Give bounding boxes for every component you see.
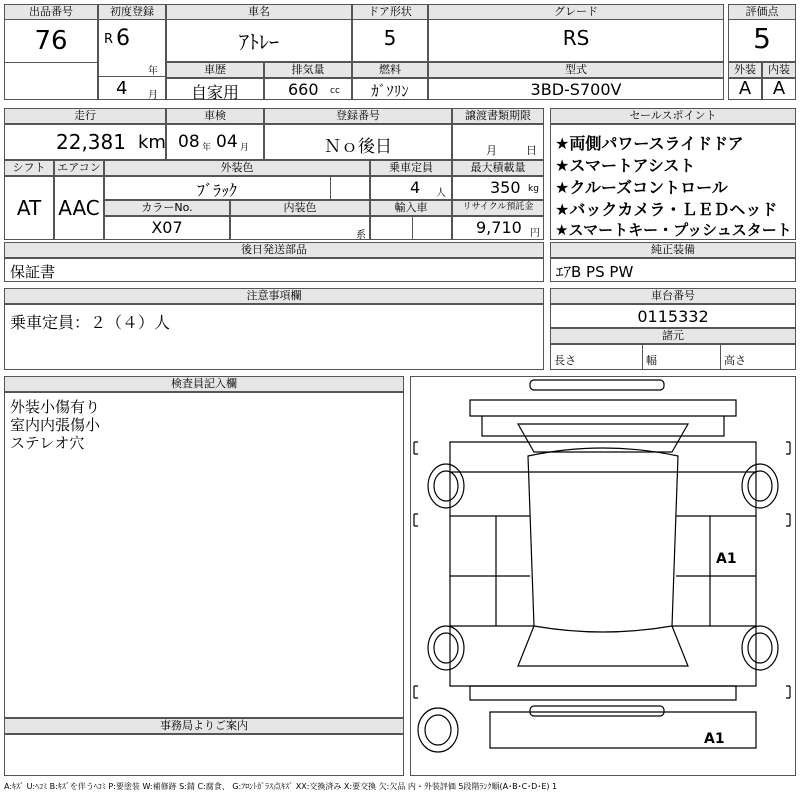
first-reg-era: R xyxy=(104,32,114,47)
mileage-value: 22,381 xyxy=(56,130,126,154)
sales-points-box xyxy=(550,124,796,240)
import-label: 輸入車 xyxy=(370,200,452,216)
first-reg-year-unit: 年 xyxy=(148,66,158,77)
damage-mark: A1 xyxy=(704,731,725,747)
inspector-line: 室内内張傷小 xyxy=(10,416,101,434)
first-reg-month-unit: 月 xyxy=(148,90,158,101)
ext-color-label: 外装色 xyxy=(104,160,370,176)
displacement-label: 排気量 xyxy=(264,62,352,78)
model-value: 3BD-S700V xyxy=(530,80,622,99)
lot-label: 出品番号 xyxy=(4,4,98,20)
chassis-label: 車台番号 xyxy=(550,288,796,304)
color-no-label: カラーNo. xyxy=(104,200,230,216)
interior-grade-value: A xyxy=(772,78,786,99)
capacity-unit: 人 xyxy=(436,188,446,199)
notes-label: 注意事項欄 xyxy=(4,288,544,304)
inspection-month: 04 xyxy=(216,132,238,152)
int-color-unit: 系 xyxy=(356,230,366,241)
first-reg-label: 初度登録 xyxy=(98,4,166,20)
inspector-line: ステレオ穴 xyxy=(10,434,85,452)
exterior-grade-value: A xyxy=(738,78,752,99)
sales-point-item: ★クルーズコントロール xyxy=(555,178,728,197)
dims-label: 諸元 xyxy=(550,328,796,344)
displacement-value: 660 xyxy=(288,80,319,99)
grade-value: RS xyxy=(562,26,590,50)
score-value: 5 xyxy=(753,22,771,55)
recycle-value: 9,710 xyxy=(476,218,522,237)
recycle-unit: 円 xyxy=(530,228,540,239)
first-reg-month: 4 xyxy=(116,78,128,99)
sales-point-item: ★スマートキー・プッシュスタート xyxy=(555,221,792,239)
shift-value: AT xyxy=(16,196,42,220)
office-label: 事務局よりご案内 xyxy=(4,718,404,734)
damage-mark: A1 xyxy=(716,551,737,567)
doors-label: ドア形状 xyxy=(352,4,428,20)
notes-value: 乗車定員：２（４）人 xyxy=(10,313,171,332)
shift-label: シフト xyxy=(4,160,54,176)
registration-label: 登録番号 xyxy=(264,108,452,124)
inspection-month-unit: 月 xyxy=(240,143,250,153)
displacement-unit: cc xyxy=(330,86,340,96)
ext-color-value: ﾌﾞﾗｯｸ xyxy=(196,181,237,200)
max-load-value: 350 xyxy=(490,178,521,197)
transfer-deadline-month: 月 xyxy=(486,144,497,157)
doors-value: 5 xyxy=(383,26,397,50)
history-value: 自家用 xyxy=(190,83,239,102)
aircon-label: エアコン xyxy=(54,160,104,176)
capacity-label: 乗車定員 xyxy=(370,160,452,176)
equipment-value: ｴｱB PS PW xyxy=(556,263,634,281)
grade-label: グレード xyxy=(428,4,724,20)
history-label: 車歴 xyxy=(166,62,264,78)
first-reg-year: 6 xyxy=(116,26,130,51)
dims-height: 高さ xyxy=(724,354,746,367)
car-outline-diagram xyxy=(410,376,796,776)
mileage-unit: km xyxy=(138,132,166,153)
mileage-label: 走行 xyxy=(4,108,166,124)
equipment-label: 純正装備 xyxy=(550,242,796,258)
chassis-value: 0115332 xyxy=(637,307,709,326)
capacity-value: 4 xyxy=(410,178,421,197)
model-label: 型式 xyxy=(428,62,724,78)
legend-text: A:ｷｽﾞ U:ﾍｺﾐ B:ｷｽﾞを伴うﾍｺﾐ P:要塗装 W:補修跡 S:錆 C:腐食、 G:ﾌﾛﾝﾄｶﾞﾗｽ点ｷｽﾞ XX:交換済み X:要交換 欠:欠品 内・外装評価 5段階ﾗﾝｸ順(A･B･C･D･E) 1 xyxy=(4,782,558,791)
max-load-unit: kg xyxy=(528,184,539,194)
car-name-value: ｱﾄﾚｰ xyxy=(239,30,279,54)
lot-number: 76 xyxy=(34,26,68,56)
sales-point-item: ★スマートアシスト xyxy=(555,156,696,175)
interior-grade-label: 内装 xyxy=(762,62,796,78)
int-color-label: 内装色 xyxy=(230,200,370,216)
inspection-year: 08 xyxy=(178,132,200,152)
fuel-label: 燃料 xyxy=(352,62,428,78)
later-parts-label: 後日発送部品 xyxy=(4,242,544,258)
color-no-value: X07 xyxy=(151,218,183,237)
transfer-deadline-label: 譲渡書類期限 xyxy=(452,108,544,124)
sales-points-label: セールスポイント xyxy=(550,108,796,124)
registration-value: Ｎｏ後日 xyxy=(324,137,392,157)
car-name-label: 車名 xyxy=(166,4,352,20)
sales-point-item: ★バックカメラ・ＬＥＤヘッド xyxy=(555,200,778,219)
aircon-value: AAC xyxy=(58,196,100,220)
sales-point-item: ★両側パワースライドドア xyxy=(555,134,744,153)
dims-length: 長さ xyxy=(554,354,576,367)
recycle-label: リサイクル預託金 xyxy=(452,200,544,216)
inspector-label: 検査員記入欄 xyxy=(4,376,404,392)
transfer-deadline-day: 日 xyxy=(526,144,537,157)
max-load-label: 最大積載量 xyxy=(452,160,544,176)
dims-width: 幅 xyxy=(646,354,657,367)
inspection-year-unit: 年 xyxy=(202,143,212,153)
fuel-value: ｶﾞｿﾘﾝ xyxy=(371,82,409,100)
inspector-line: 外装小傷有り xyxy=(10,398,101,416)
exterior-grade-label: 外装 xyxy=(728,62,762,78)
later-parts-value: 保証書 xyxy=(10,263,56,281)
score-label: 評価点 xyxy=(728,4,796,20)
inspection-label: 車検 xyxy=(166,108,264,124)
